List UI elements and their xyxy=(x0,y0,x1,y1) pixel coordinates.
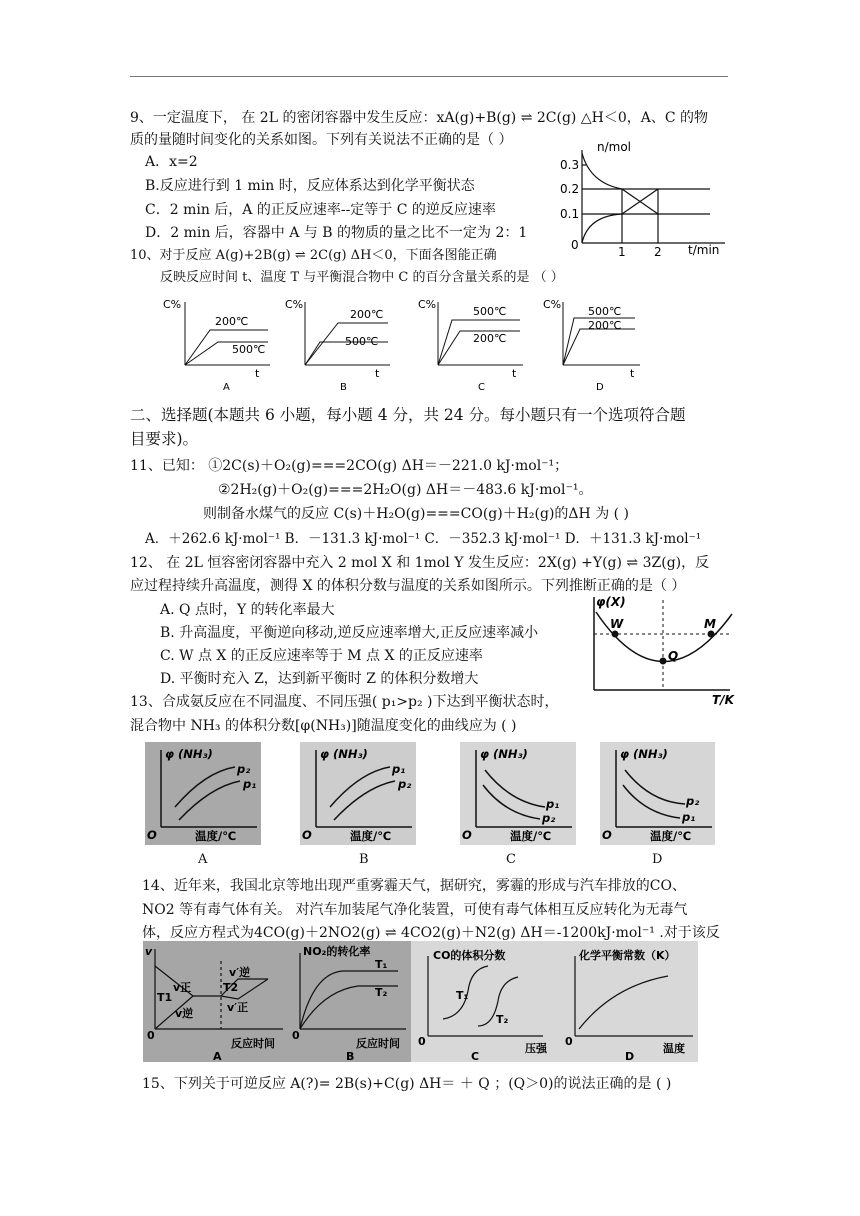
q13-c-bottom: p₂ xyxy=(542,811,556,825)
q13-a-letter: A xyxy=(198,852,208,867)
q13-graphs xyxy=(145,742,715,846)
q12-line2: 应过程持续升高温度，测得 X 的体积分数与温度的关系如图所示。下列推断正确的是（ ） xyxy=(130,578,686,594)
q13-xlabel: 温度/℃ xyxy=(650,829,692,843)
q10-ylabel: C% xyxy=(543,298,562,311)
q14-a-v: v xyxy=(145,945,153,958)
q9-option-d: D．2 min 后，容器中 A 与 B 的物质的量之比不一定为 2：1 xyxy=(145,225,528,241)
q10-b-lower: 500℃ xyxy=(345,335,379,348)
q14-a-vz: v正 xyxy=(173,981,192,994)
q14-b-t1: T₁ xyxy=(375,958,388,971)
q14-b-origin: 0 xyxy=(292,1029,300,1042)
q12-label-m: M xyxy=(704,617,716,631)
q14-c-t2: T₂ xyxy=(496,1013,509,1026)
q13-d-bottom: p₁ xyxy=(682,810,696,824)
q9-line1: 9、一定温度下， 在 2L 的密闭容器中发生反应：xA(g)+B(g) ⇌ 2C(g) △H＜0，A、C 的物 xyxy=(130,110,708,126)
q12-option-d: D. 平衡时充入 Z，达到新平衡时 Z 的体积分数增大 xyxy=(160,671,479,687)
q13-origin: O xyxy=(147,828,157,842)
q13-ylabel: φ (NH₃) xyxy=(620,747,668,761)
q14-d-ylabel: 化学平衡常数（K） xyxy=(579,949,676,962)
q14-c-xlabel: 压强 xyxy=(525,1042,547,1055)
q9-ytick: 0.3 xyxy=(560,158,580,172)
q13-origin: O xyxy=(302,828,312,842)
q10-graphs xyxy=(160,292,650,392)
q9-xtick: 2 xyxy=(654,245,662,259)
q12-xlabel: T/K xyxy=(712,693,734,707)
q11-line3: 则制备水煤气的反应 C(s)＋H₂O(g)===CO(g)＋H₂(g)的ΔH 为 ( ) xyxy=(203,506,630,522)
q10-d-letter: D xyxy=(596,382,604,392)
q14-c-origin: 0 xyxy=(418,1035,426,1048)
q14-c-t1: T₁ xyxy=(456,989,469,1002)
q14-b-t2: T₂ xyxy=(375,986,388,999)
q12-point-q xyxy=(660,658,667,665)
q14-graphs xyxy=(143,941,698,1063)
q14-d-xlabel: 温度 xyxy=(663,1042,685,1055)
q10-c-lower: 200℃ xyxy=(473,332,507,345)
q9-xtick: 1 xyxy=(618,245,626,259)
q9-option-c: C．2 min 后，A 的正反应速率--定等于 C 的逆反应速率 xyxy=(145,202,496,218)
q13-a-top: p₂ xyxy=(237,762,251,776)
q13-xlabel: 温度/℃ xyxy=(195,829,237,843)
q13-xlabel: 温度/℃ xyxy=(510,829,552,843)
q11-line2: ②2H₂(g)＋O₂(g)===2H₂O(g) ΔH＝－483.6 kJ·mol⁻¹。 xyxy=(218,482,593,498)
q9-ytick: 0.2 xyxy=(560,182,580,196)
q13-a-bottom: p₁ xyxy=(243,777,257,791)
q13-line2: 混合物中 NH₃ 的体积分数[φ(NH₃)]随温度变化的曲线应为 ( ) xyxy=(130,718,517,734)
q10-c-letter: C xyxy=(478,382,485,392)
q10-a-letter: A xyxy=(223,382,230,392)
q12-option-b: B. 升高温度，平衡逆向移动,逆反应速率增大,正反应速率减小 xyxy=(160,625,539,641)
q13-d-letter: D xyxy=(652,852,663,867)
q13-ylabel: φ (NH₃) xyxy=(165,747,213,761)
q13-ylabel: φ (NH₃) xyxy=(480,747,528,761)
q9-ylabel: n/mol xyxy=(597,140,632,154)
q10-xlabel: t xyxy=(512,367,517,380)
q10-c-upper: 500℃ xyxy=(473,305,507,318)
q14-line3: 体，反应方程式为4CO(g)＋2NO2(g) ⇌ 4CO2(g)＋N2(g) ΔH＝-1200kJ·mol⁻¹ .对于该反 xyxy=(142,925,720,941)
q10-line2: 反映反应时间 t、温度 T 与平衡混合物中 C 的百分含量关系的是 （ ） xyxy=(160,270,564,285)
q14-b-xlabel: 反应时间 xyxy=(356,1037,400,1050)
q10-ylabel: C% xyxy=(418,298,437,311)
q14-b-letter: B xyxy=(346,1050,355,1063)
q14-b-ylabel: NO₂的转化率 xyxy=(303,945,371,958)
q14-a-t2: T2 xyxy=(223,981,239,994)
q13-origin: O xyxy=(462,828,472,842)
q10-a-upper: 200℃ xyxy=(215,315,249,328)
header-rule xyxy=(130,76,728,77)
q13-xlabel: 温度/℃ xyxy=(350,829,392,843)
q14-a-xlabel: 反应时间 xyxy=(231,1037,275,1050)
q14-a-vz2: v′正 xyxy=(227,1001,249,1014)
q10-xlabel: t xyxy=(255,367,260,380)
q12-label-w: W xyxy=(610,617,624,631)
q9-ytick: 0.1 xyxy=(560,207,580,221)
q11-line1: 11、已知： ①2C(s)＋O₂(g)===2CO(g) ΔH＝－221.0 kJ·mol⁻¹； xyxy=(130,458,569,474)
q14-a-vn2: v′逆 xyxy=(229,966,251,979)
q9-chart xyxy=(560,138,735,263)
q13-b-top: p₁ xyxy=(392,762,406,776)
q10-ylabel: C% xyxy=(163,298,182,311)
q13-origin: O xyxy=(602,828,612,842)
q10-d-upper: 500℃ xyxy=(588,305,622,318)
section2-line1: 二、选择题(本题共 6 小题，每小题 4 分，共 24 分。每小题只有一个选项符合题 xyxy=(130,406,686,424)
q9-option-a: A．x=2 xyxy=(145,154,198,170)
q14-a-t1: T1 xyxy=(157,991,173,1004)
q14-c-ylabel: CO的体积分数 xyxy=(433,949,506,962)
q12-option-c: C. W 点 X 的正反应速率等于 M 点 X 的正反应速率 xyxy=(160,648,483,664)
q14-a-letter: A xyxy=(213,1050,222,1063)
q12-ylabel: φ(X) xyxy=(596,595,626,609)
q12-point-w xyxy=(612,631,619,638)
q14-a-vn: v逆 xyxy=(175,1007,194,1020)
q13-c-letter: C xyxy=(506,852,516,867)
q9-xlabel: t/min xyxy=(688,243,720,257)
q14-line1: 14、近年来，我国北京等地出现严重雾霾天气，据研究，雾霾的形成与汽车排放的CO、 xyxy=(142,878,687,894)
q13-b-bottom: p₂ xyxy=(398,777,412,791)
q10-b-upper: 200℃ xyxy=(350,308,384,321)
section2-line2: 目要求)。 xyxy=(130,430,199,448)
q14-d-origin: 0 xyxy=(565,1035,573,1048)
q12-label-q: Q xyxy=(668,649,679,663)
q10-xlabel: t xyxy=(630,367,635,380)
q10-d-lower: 200℃ xyxy=(588,319,622,332)
q12-chart xyxy=(582,592,738,710)
q13-c-top: p₁ xyxy=(546,797,560,811)
q13-b-letter: B xyxy=(359,852,369,867)
q14-line2: NO2 等有毒气体有关。 对汽车加装尾气净化装置，可使有毒气体相互反应转化为无毒气 xyxy=(142,902,688,918)
q13-line1: 13、合成氨反应在不同温度、不同压强( p₁>p₂ )下达到平衡状态时， xyxy=(130,694,559,710)
q9-line2: 质的量随时间变化的关系如图。下列有关说法不正确的是（ ） xyxy=(130,132,513,148)
q12-option-a: A. Q 点时，Y 的转化率最大 xyxy=(160,602,335,618)
q15-line1: 15、下列关于可逆反应 A(?)= 2B(s)+C(g) ΔH＝ ＋ Q ；(Q＞0)的说法正确的是 ( ) xyxy=(142,1076,672,1092)
q9-xtick: 0 xyxy=(571,238,579,252)
q13-ylabel: φ (NH₃) xyxy=(320,747,368,761)
q14-a-origin: 0 xyxy=(147,1029,155,1042)
q11-options: A．＋262.6 kJ·mol⁻¹ B．－131.3 kJ·mol⁻¹ C．－352.3 kJ·mol⁻¹ D．＋131.3 kJ·mol⁻¹ xyxy=(145,531,702,547)
q14-d-letter: D xyxy=(625,1050,635,1063)
q10-line1: 10、对于反应 A(g)+2B(g) ⇌ 2C(g) ΔH＜0，下面各图能正确 xyxy=(130,248,497,263)
q14-c-letter: C xyxy=(471,1050,480,1063)
q10-a-lower: 500℃ xyxy=(232,343,266,356)
q10-xlabel: t xyxy=(375,367,380,380)
q9-option-b: B.反应进行到 1 min 时，反应体系达到化学平衡状态 xyxy=(145,178,475,194)
q12-point-m xyxy=(708,631,715,638)
q13-d-top: p₂ xyxy=(686,794,700,808)
q10-ylabel: C% xyxy=(285,298,304,311)
q12-line1: 12、 在 2L 恒容密闭容器中充入 2 mol X 和 1mol Y 发生反应：2X(g) +Y(g) ⇌ 3Z(g)，反 xyxy=(130,555,710,571)
q10-b-letter: B xyxy=(340,382,347,392)
